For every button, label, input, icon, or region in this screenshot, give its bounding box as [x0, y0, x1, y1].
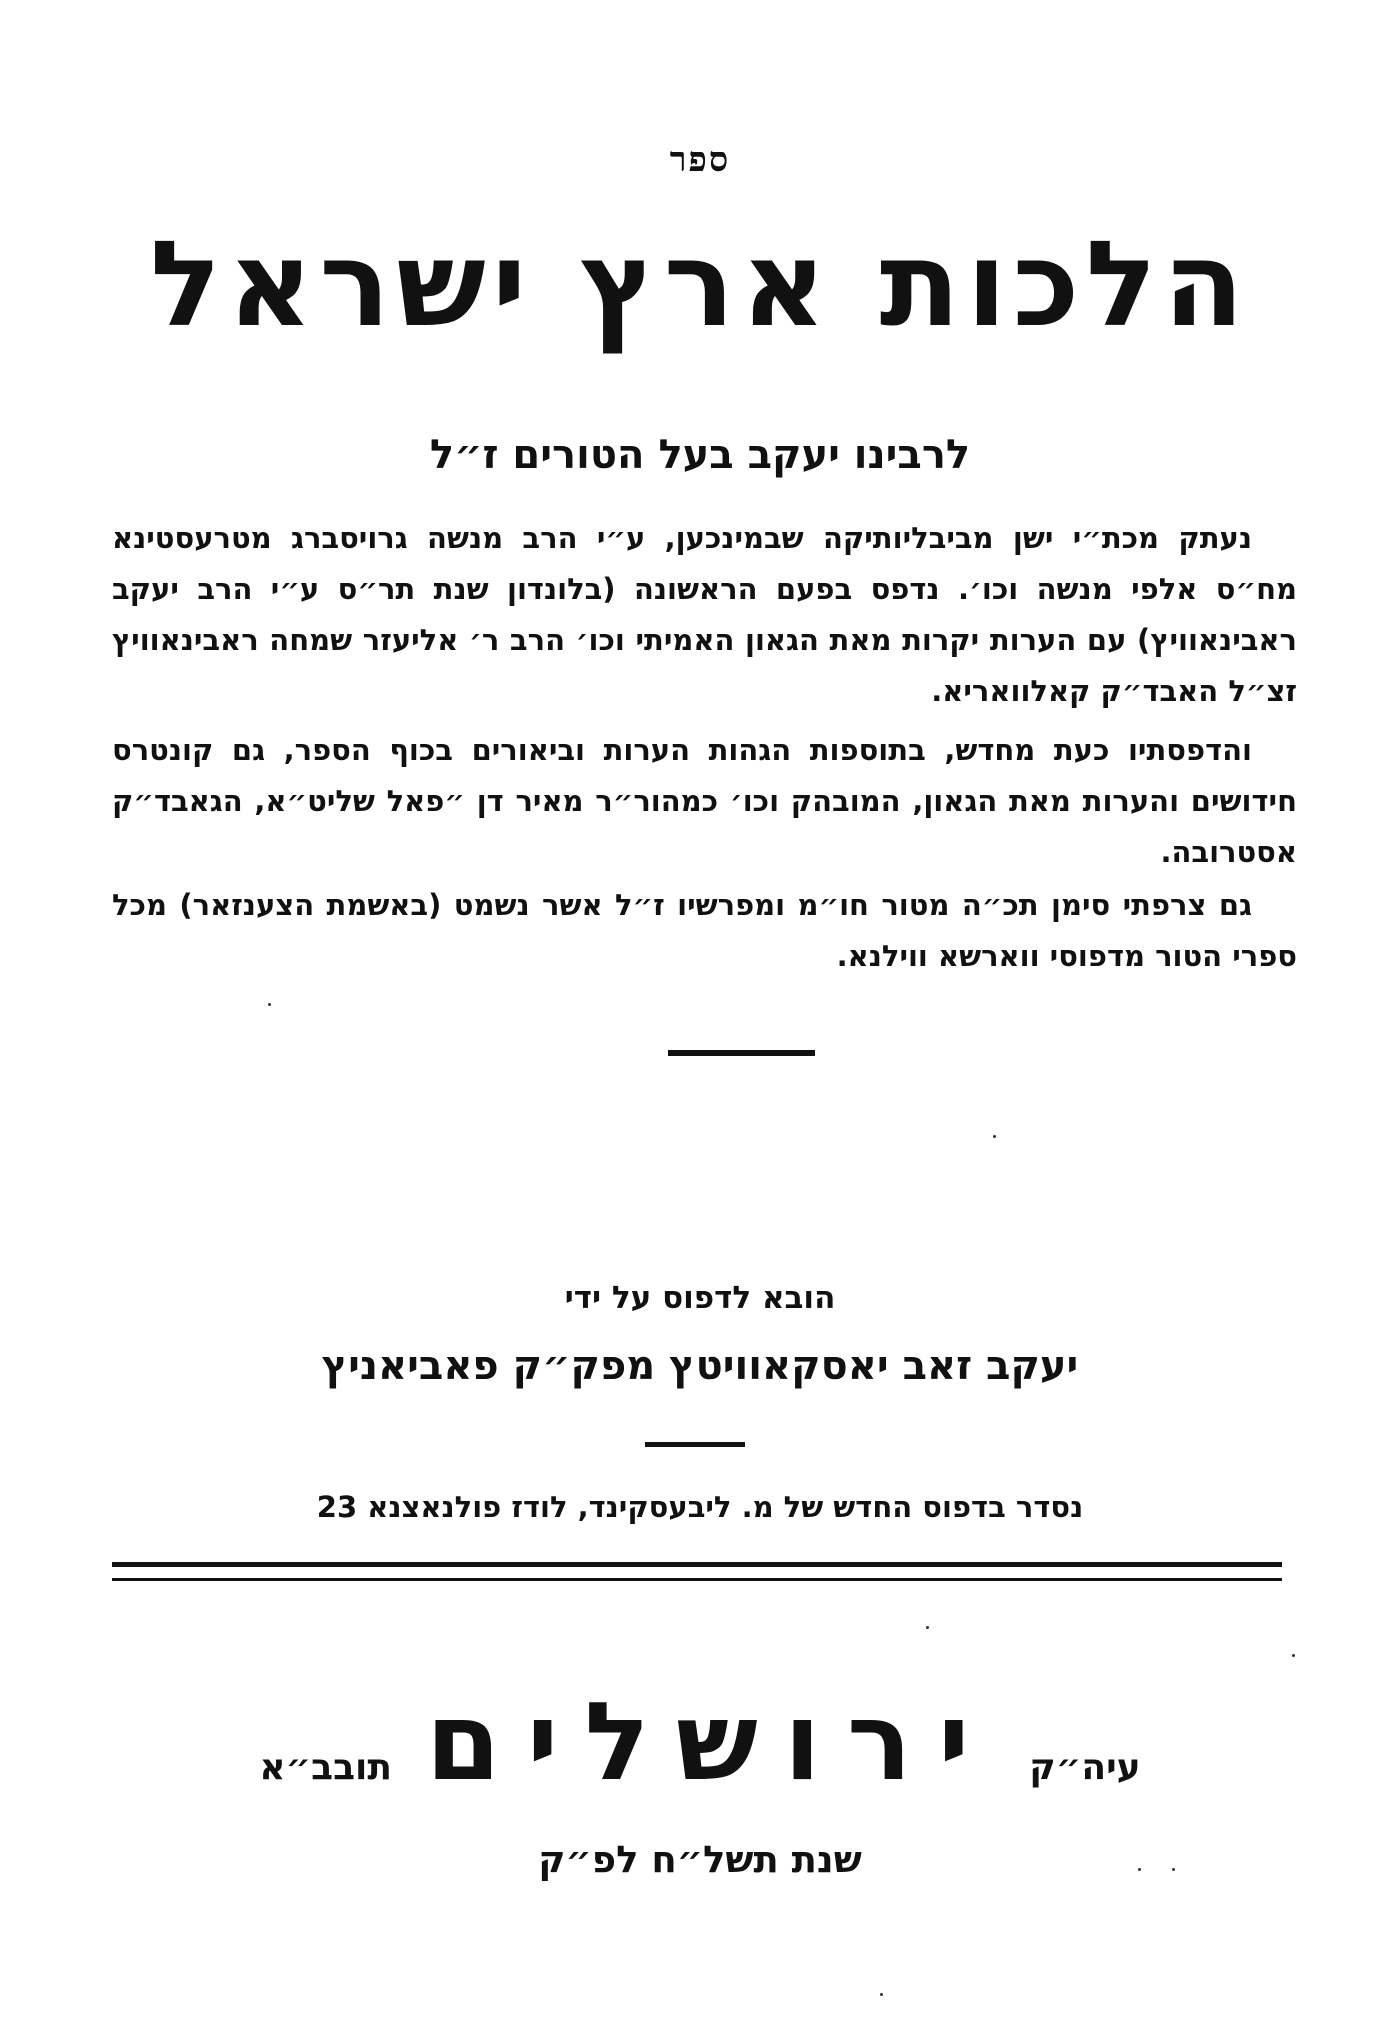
description-paragraph-3 [112, 880, 1297, 982]
description-paragraph-2 [112, 725, 1297, 878]
description-paragraph-1 [112, 513, 1297, 717]
city-line [0, 1680, 1400, 1805]
print-speck [1292, 1654, 1295, 1657]
print-speck [926, 1626, 929, 1629]
author-line: לרבינו יעקב בעל הטורים ז״ל [429, 432, 971, 478]
publisher-name: יעקב זאב יאסקאוויטץ מפק״ק פאביאניץ [321, 1343, 1079, 1389]
divider-rule [645, 1442, 745, 1447]
print-speck [1138, 1868, 1141, 1871]
city-name: ירושלים [425, 1680, 996, 1805]
publication-year: שנת תשל״ח לפ״ק [538, 1838, 862, 1881]
print-speck [880, 1993, 883, 1996]
printer-line: נסדר בדפוס החדש של מ. ליבעסקינד, לודז פולנאצנא 23 [316, 1490, 1084, 1524]
print-speck [1172, 1868, 1175, 1871]
paragraph-text: נעתק מכת״י ישן מביבליותיקה שבמינכען, ע״י הרב מנשה גרויסברג מטרעסטינא מח״ס אלפי מנשה וכו׳. נדפס בפעם הראשונה (בלונדון שנת תר״ס ע״י הרב יעקב ראבינאוויץ) עם הערות יקרות מאת הגאון האמיתי וכו׳ הרב ר׳ אליעזר שמחה ראבינאוויץ זצ״ל האבד״ק קאלוואריא. [112, 521, 1297, 708]
paragraph-text: והדפסתיו כעת מחדש, בתוספות הגהות הערות וביאורים בכוף הספר, גם קונטרס חידושים והערות מאת הגאון, המובהק וכו׳ כמהור״ר מאיר דן ״פאל שליט״א, הגאבד״ק אסטרובה. [112, 733, 1297, 869]
paragraph-text: גם צרפתי סימן תכ״ה מטור חו״מ ומפרשיו ז״ל אשר נשמט (באשמת הצענזאר) מכל ספרי הטור מדפוסי ווארשא ווילנא. [112, 888, 1297, 973]
print-speck [993, 1135, 996, 1138]
double-rule-top [112, 1562, 1282, 1567]
divider-rule [668, 1050, 815, 1056]
print-speck [268, 1003, 271, 1006]
sefer-label: ספר [669, 140, 731, 180]
book-title: הלכות ארץ ישראל [149, 215, 1251, 353]
city-prefix-abbr: עיה״ק [1029, 1747, 1141, 1788]
brought-to-print-line: הובא לדפוס על ידי [564, 1280, 836, 1316]
city-suffix-abbr: תובב״א [259, 1747, 392, 1788]
double-rule-bottom [112, 1578, 1282, 1581]
